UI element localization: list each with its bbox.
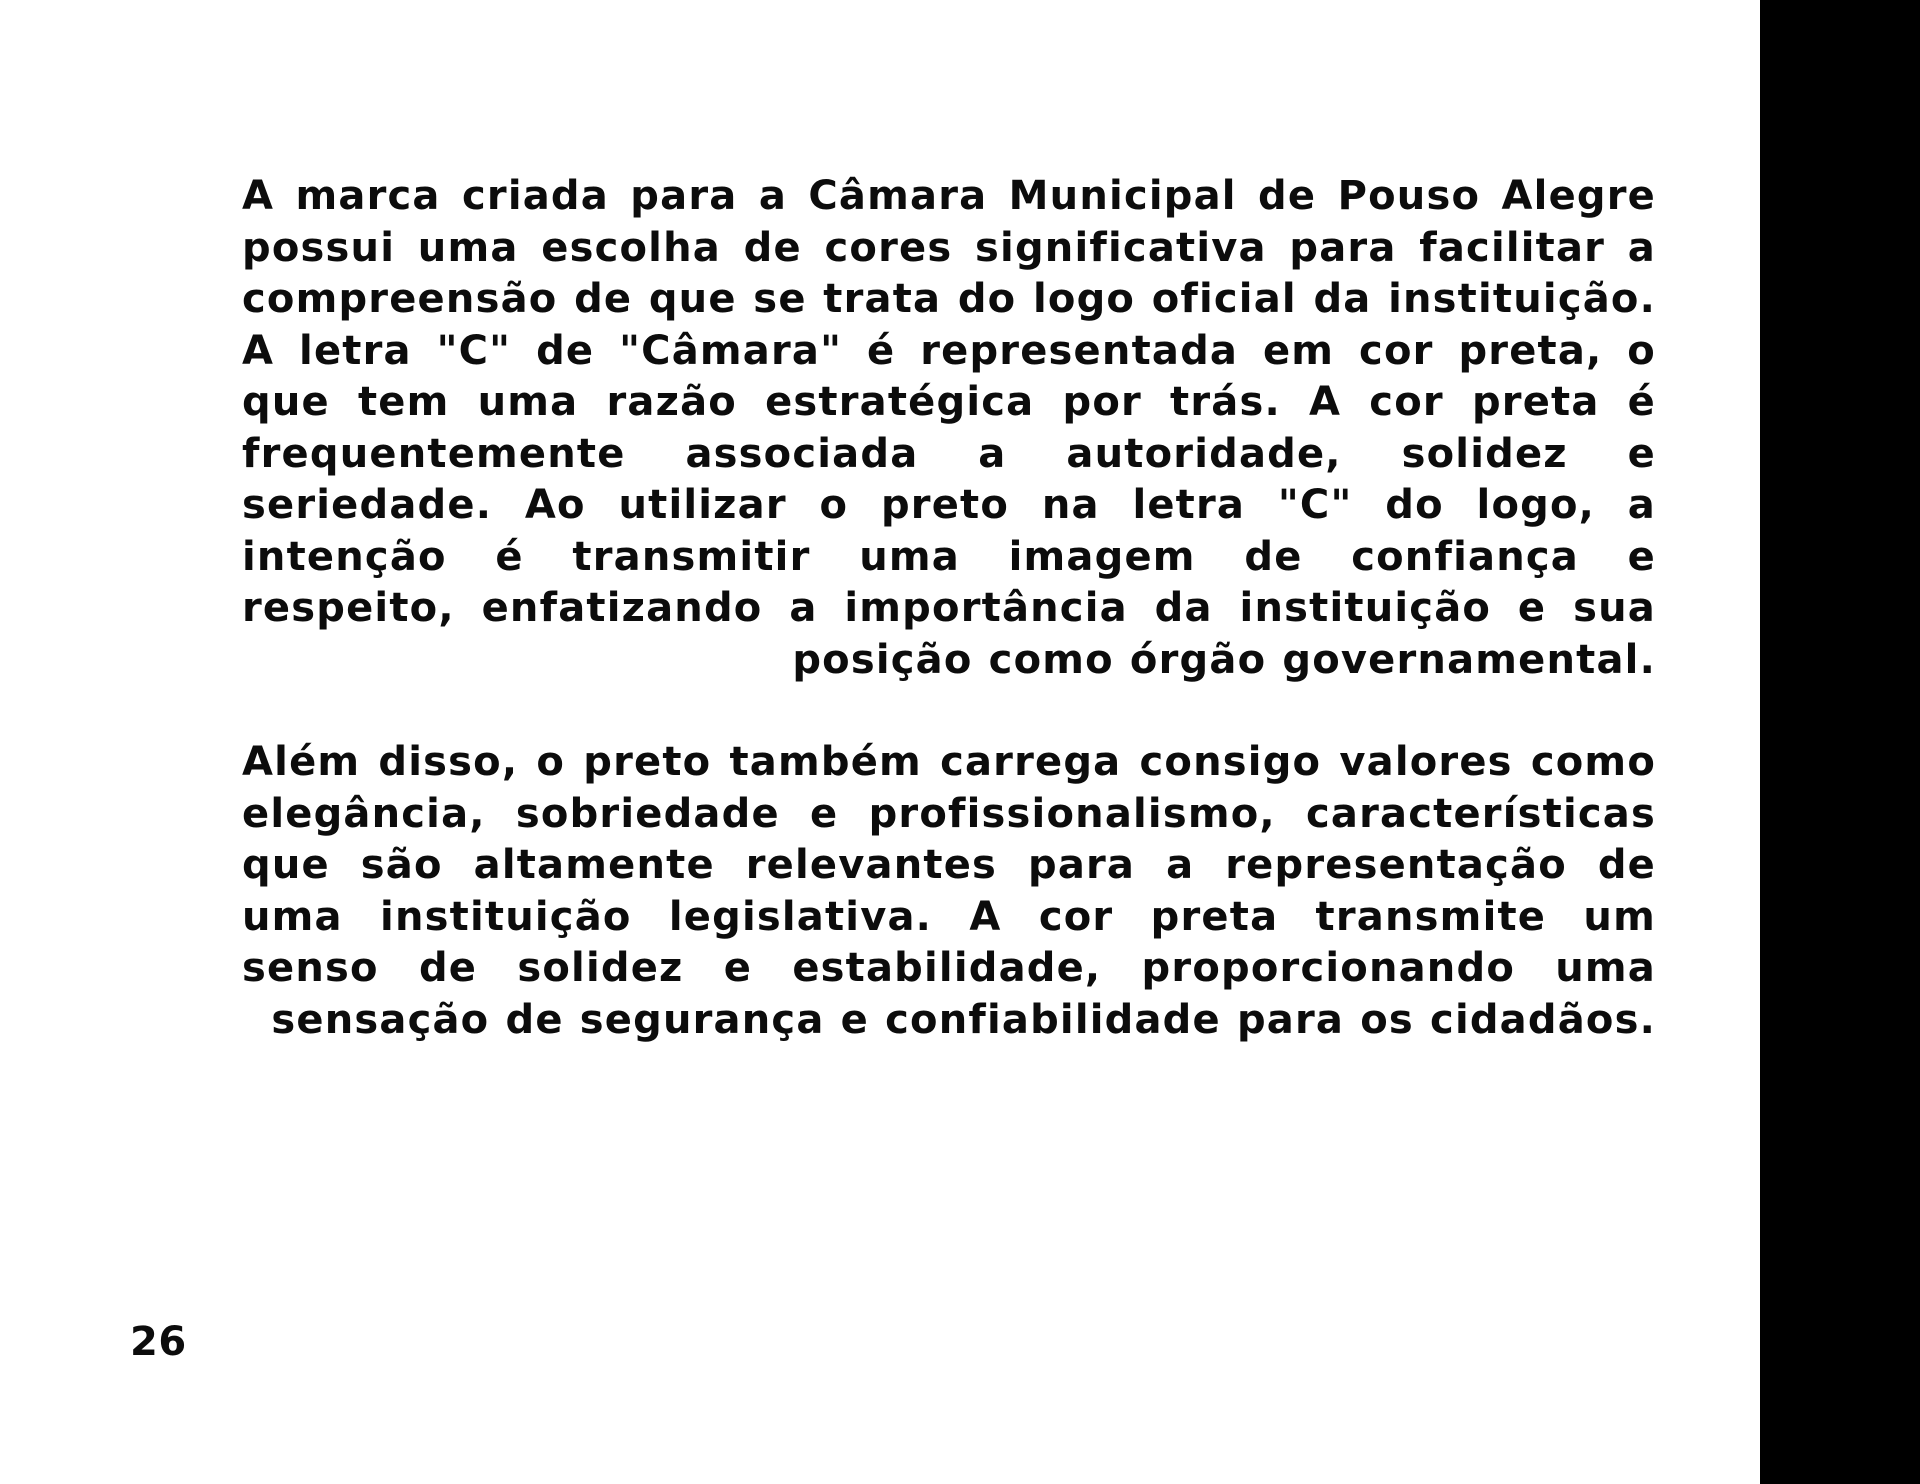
- paragraph-black-values: Além disso, o preto também carrega consigo valores como elegância, sobriedade e profissionalismo, características que são altamente relevantes para a representação de uma instituição legislativa. A cor preta transmite um senso de solidez e estabilidade, proporcionando uma sensação de segurança e confiabilidade para os cidadãos.: [242, 739, 1656, 1043]
- page-number: 26: [130, 1319, 187, 1365]
- paragraph-brand-colors: A marca criada para a Câmara Municipal de Pouso Alegre possui uma escolha de cores significativa para facilitar a compreensão de que se trata do logo oficial da instituição. A letra "C" de "Câmara" é representada em cor preta, o que tem uma razão estratégica por trás. A cor preta é frequentemente associada a autoridade, solidez e seriedade. Ao utilizar o preto na letra "C" do logo, a intenção é transmitir uma imagem de confiança e respeito, enfatizando a importância da instituição e sua posição como órgão governamental.: [242, 173, 1656, 683]
- side-bar: [1760, 0, 1920, 1484]
- body-text: [242, 171, 1656, 1046]
